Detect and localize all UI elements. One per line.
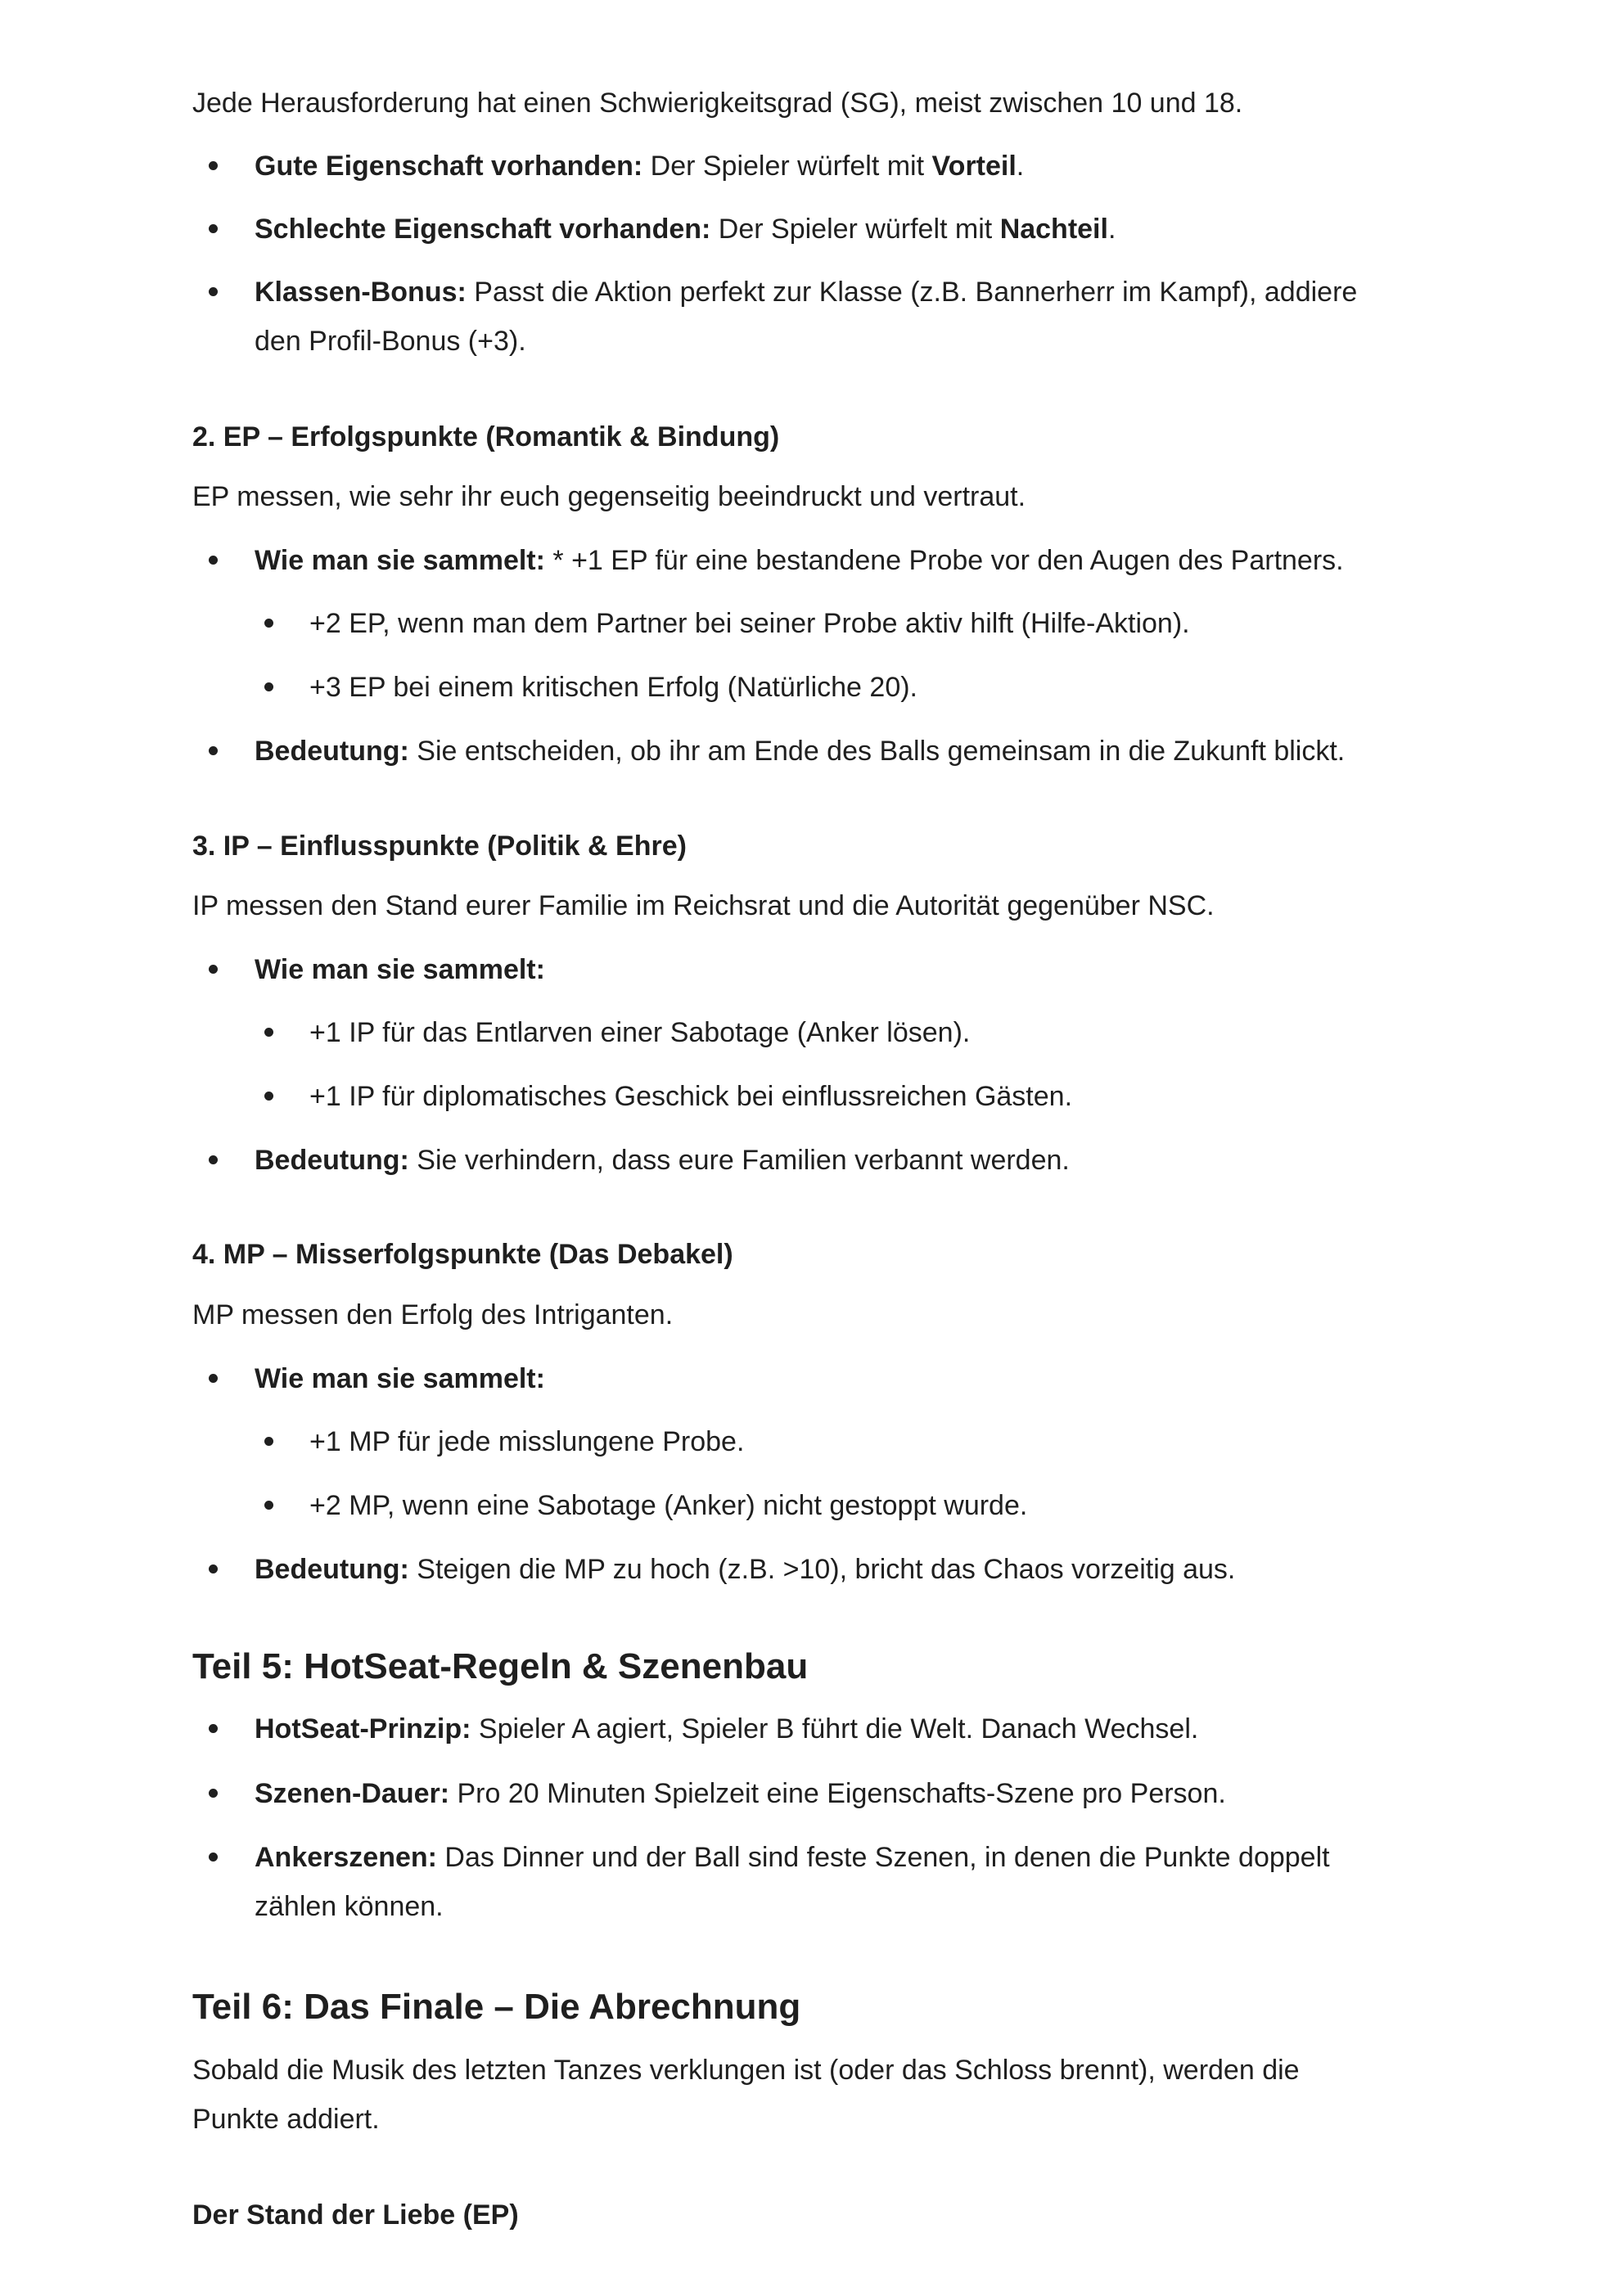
list-item-text: Sie entscheiden, ob ihr am Ende des Balls gemeinsam in die Zukunft blickt. bbox=[408, 736, 1346, 767]
bullet-icon bbox=[264, 1501, 273, 1510]
section-heading-part6: Teil 6: Das Finale – Die Abrechnung bbox=[192, 1987, 801, 2027]
list-item-label: Klassen-Bonus: bbox=[255, 277, 467, 308]
list-item-text: +1 MP für jede misslungene Probe. bbox=[309, 1426, 745, 1457]
list-item-continuation: den Profil-Bonus (+3). bbox=[255, 326, 526, 357]
list-item-label: Wie man sie sammelt: bbox=[255, 954, 545, 985]
list-item-text: +1 IP für diplomatisches Geschick bei einflussreichen Gästen. bbox=[309, 1081, 1073, 1112]
list-item-label: Wie man sie sammelt: bbox=[255, 1363, 545, 1394]
section-heading-ip: 3. IP – Einflusspunkte (Politik & Ehre) bbox=[192, 831, 687, 862]
list-item-text: +2 MP, wenn eine Sabotage (Anker) nicht gestoppt wurde. bbox=[309, 1490, 1028, 1521]
subheading-love-status: Der Stand der Liebe (EP) bbox=[192, 2199, 519, 2231]
list-item-label: Szenen-Dauer: bbox=[255, 1778, 450, 1809]
bullet-icon bbox=[264, 682, 273, 691]
section-heading-ep: 2. EP – Erfolgspunkte (Romantik & Bindung) bbox=[192, 421, 780, 452]
section-description: EP messen, wie sehr ihr euch gegenseitig beeindruckt und vertraut. bbox=[192, 481, 1026, 512]
bullet-icon bbox=[209, 1853, 218, 1862]
list-item-label: Bedeutung: bbox=[255, 1554, 409, 1585]
list-item-text: * +1 EP für eine bestandene Probe vor den Augen des Partners. bbox=[544, 545, 1344, 576]
list-item-text: Passt die Aktion perfekt zur Klasse (z.B. Bannerherr im Kampf), addiere bbox=[466, 277, 1358, 308]
intro-paragraph: Jede Herausforderung hat einen Schwierigkeitsgrad (SG), meist zwischen 10 und 18. bbox=[192, 88, 1243, 119]
list-item-text: Das Dinner und der Ball sind feste Szenen, in denen die Punkte doppelt bbox=[436, 1842, 1330, 1873]
finale-paragraph-line2: Punkte addiert. bbox=[192, 2104, 380, 2135]
list-item-emphasis: Nachteil bbox=[999, 214, 1108, 245]
list-item-text: Pro 20 Minuten Spielzeit eine Eigenschafts-Szene pro Person. bbox=[449, 1778, 1226, 1809]
bullet-icon bbox=[209, 746, 218, 755]
section-description: IP messen den Stand eurer Familie im Reichsrat und die Autorität gegenüber NSC. bbox=[192, 890, 1215, 921]
section-heading-part5: Teil 5: HotSeat-Regeln & Szenenbau bbox=[192, 1646, 809, 1686]
bullet-icon bbox=[209, 1789, 218, 1798]
list-item-label: Ankerszenen: bbox=[255, 1842, 437, 1873]
bullet-icon bbox=[209, 556, 218, 565]
list-item-text: Sie verhindern, dass eure Familien verbannt werden. bbox=[408, 1145, 1070, 1176]
bullet-icon bbox=[209, 1374, 218, 1383]
list-item-emphasis: Vorteil bbox=[931, 151, 1017, 182]
list-item-text: +1 IP für das Entlarven einer Sabotage (Anker lösen). bbox=[309, 1017, 971, 1048]
section-description: MP messen den Erfolg des Intriganten. bbox=[192, 1299, 674, 1330]
bullet-icon bbox=[209, 1724, 218, 1733]
list-item-text: +3 EP bei einem kritischen Erfolg (Natürliche 20). bbox=[309, 672, 918, 703]
list-item-label: Wie man sie sammelt: bbox=[255, 545, 545, 576]
bullet-icon bbox=[209, 965, 218, 974]
list-item-text: +2 EP, wenn man dem Partner bei seiner Probe aktiv hilft (Hilfe-Aktion). bbox=[309, 608, 1190, 639]
finale-paragraph-line1: Sobald die Musik des letzten Tanzes verklungen ist (oder das Schloss brennt), werden die bbox=[192, 2055, 1300, 2086]
list-item-text: Steigen die MP zu hoch (z.B. >10), bricht das Chaos vorzeitig aus. bbox=[408, 1554, 1236, 1585]
list-item-text: Spieler A agiert, Spieler B führt die Welt. Danach Wechsel. bbox=[471, 1713, 1199, 1745]
punctuation: . bbox=[1016, 151, 1025, 182]
list-item-label: HotSeat-Prinzip: bbox=[255, 1713, 471, 1745]
bullet-icon bbox=[264, 1028, 273, 1037]
list-item-continuation: zählen können. bbox=[255, 1891, 444, 1922]
bullet-icon bbox=[209, 287, 218, 296]
bullet-icon bbox=[209, 224, 218, 233]
bullet-icon bbox=[209, 1155, 218, 1164]
list-item-text: Der Spieler würfelt mit bbox=[710, 214, 1000, 245]
bullet-icon bbox=[209, 1564, 218, 1573]
list-item-label: Schlechte Eigenschaft vorhanden: bbox=[255, 214, 711, 245]
bullet-icon bbox=[264, 619, 273, 628]
punctuation: . bbox=[1107, 214, 1116, 245]
list-item-label: Bedeutung: bbox=[255, 736, 409, 767]
bullet-icon bbox=[264, 1092, 273, 1101]
list-item-label: Gute Eigenschaft vorhanden: bbox=[255, 151, 643, 182]
bullet-icon bbox=[264, 1437, 273, 1446]
list-item-label: Bedeutung: bbox=[255, 1145, 409, 1176]
section-heading-mp: 4. MP – Misserfolgspunkte (Das Debakel) bbox=[192, 1239, 733, 1270]
list-item-text: Der Spieler würfelt mit bbox=[642, 151, 932, 182]
bullet-icon bbox=[209, 161, 218, 170]
